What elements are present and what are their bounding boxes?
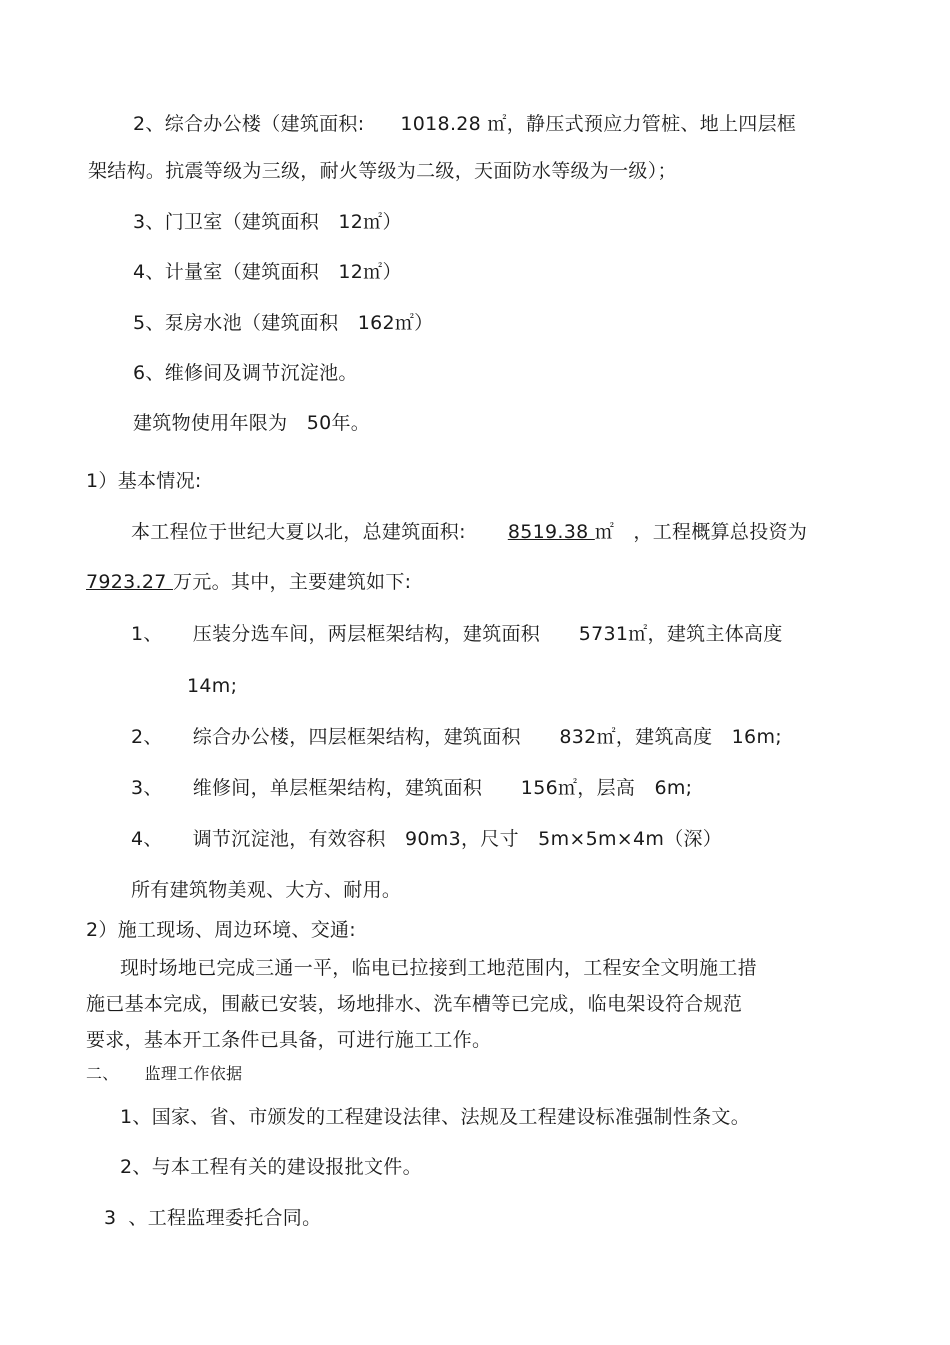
- item-guard-room: 3、门卫室（建筑面积 12㎡）: [133, 211, 402, 233]
- building-item-1: 1、 压装分选车间，两层框架结构，建筑面积 5731㎡，建筑主体高度: [131, 623, 783, 645]
- basis-item-2: 2、与本工程有关的建设报批文件。: [120, 1156, 422, 1178]
- paragraph-investment: 7923.27 万元。其中，主要建筑如下:: [86, 571, 412, 593]
- paragraph-office-building: 2、综合办公楼（建筑面积: 1018.28 ㎡，静压式预应力管桩、地上四层框: [133, 113, 797, 135]
- paragraph-site-status-3: 要求，基本开工条件已具备，可进行施工工作。: [86, 1029, 492, 1051]
- total-area-value: 8519.38: [507, 521, 595, 543]
- building-item-2: 2、 综合办公楼，四层框架结构，建筑面积 832㎡，建筑高度 16m;: [131, 726, 782, 748]
- paragraph-site-status-2: 施已基本完成，围蔽已安装，场地排水、洗车槽等已完成，临电架设符合规范: [86, 993, 743, 1015]
- building-item-1-cont: 14m;: [187, 675, 238, 697]
- building-item-3: 3、 维修间，单层框架结构，建筑面积 156㎡，层高 6m;: [131, 777, 693, 799]
- section-basic-info-heading: 1）基本情况:: [86, 470, 202, 492]
- paragraph-site-status-1: 现时场地已完成三通一平，临电已拉接到工地范围内，工程安全文明施工措: [120, 957, 757, 979]
- paragraph-project-location: 本工程位于世纪大夏以北，总建筑面积: 8519.38 ㎡ ，工程概算总投资为: [131, 521, 808, 543]
- item-pump-room: 5、泵房水池（建筑面积 162㎡）: [133, 312, 434, 334]
- paragraph-all-buildings: 所有建筑物美观、大方、耐用。: [131, 879, 402, 901]
- basis-item-1: 1、国家、省、市颁发的工程建设法律、法规及工程建设标准强制性条文。: [120, 1106, 750, 1128]
- building-item-4: 4、 调节沉淀池，有效容积 90m3，尺寸 5m×5m×4m（深）: [131, 828, 723, 850]
- service-life-text: 建筑物使用年限为 50年。: [133, 412, 371, 434]
- section-site-heading: 2）施工现场、周边环境、交通:: [86, 919, 356, 941]
- investment-amount: 7923.27: [86, 571, 174, 593]
- paragraph-office-building-cont: 架结构。抗震等级为三级，耐火等级为二级，天面防水等级为一级）；: [88, 160, 677, 182]
- section-supervision-basis-heading: 二、 监理工作依据: [86, 1064, 243, 1083]
- basis-item-3: 3 、工程监理委托合同。: [104, 1207, 322, 1229]
- item-metering-room: 4、计量室（建筑面积 12㎡）: [133, 261, 402, 283]
- item-maintenance: 6、维修间及调节沉淀池。: [133, 362, 358, 384]
